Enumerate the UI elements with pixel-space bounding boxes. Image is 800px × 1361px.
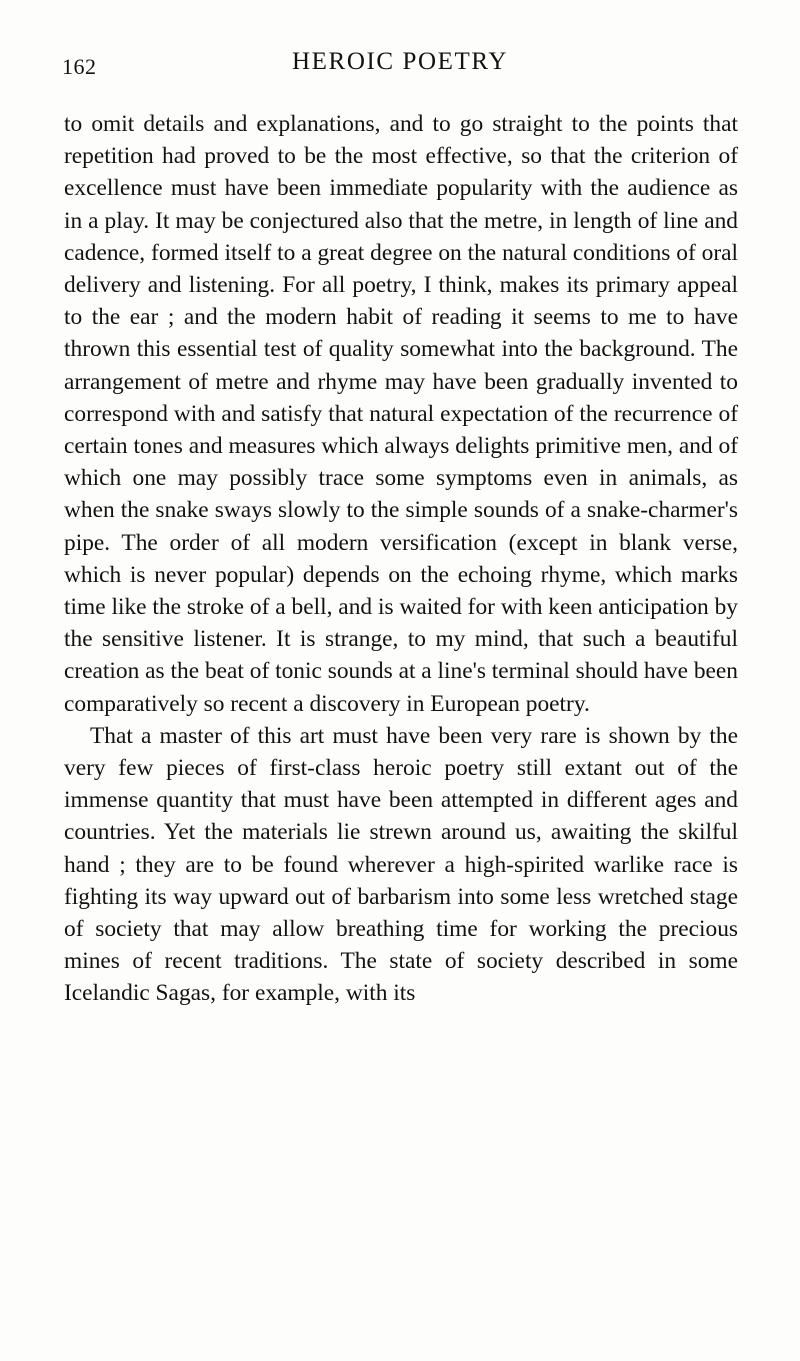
paragraph-1: to omit details and explanations, and to go straight to the points that repetition had proved to be the most effective, so that the criterion of excellence must have been immediate popularity with the audience as in a play. It may be conjectured also that the metre, in length of line and cadence, formed itself to a great degree on the natural conditions of oral delivery and listening. For all poetry, I think, makes its primary appeal to the ear ; and the modern habit of reading it seems to me to have thrown this essential test of quality somewhat into the background. The arrangement of metre and rhyme may have been gradually invented to correspond with and satisfy that natural expectation of the recurrence of certain tones and measures which always delights primitive men, and of which one may possibly trace some symptoms even in animals, as when the snake sways slowly to the simple sounds of a snake-charmer's pipe. The order of all modern versification (except in blank verse, which is never popular) depends on the echoing rhyme, which marks time like the stroke of a bell, and is waited for with keen anticipation by the sensitive listener. It is strange, to my mind, that such a beautiful creation as the beat of tonic sounds at a line's terminal should have been comparatively so recent a discovery in European poetry. bbox=[64, 111, 738, 717]
page-header bbox=[62, 48, 738, 88]
page-number: 162 bbox=[62, 54, 97, 79]
running-head: HEROIC POETRY bbox=[292, 48, 508, 75]
page-body bbox=[64, 108, 738, 1010]
paragraph-2: That a master of this art must have been very rare is shown by the very few pieces of first-class heroic poetry still extant out of the immense quantity that must have been attempted in different ages and countries. Yet the materials lie strewn around us, awaiting the skilful hand ; they are to be found wherever a high-spirited warlike race is fighting its way upward out of barbarism into some less wretched stage of society that may allow breathing time for working the precious mines of recent traditions. The state of society described in some Icelandic Sagas, for example, with its bbox=[64, 722, 738, 1007]
